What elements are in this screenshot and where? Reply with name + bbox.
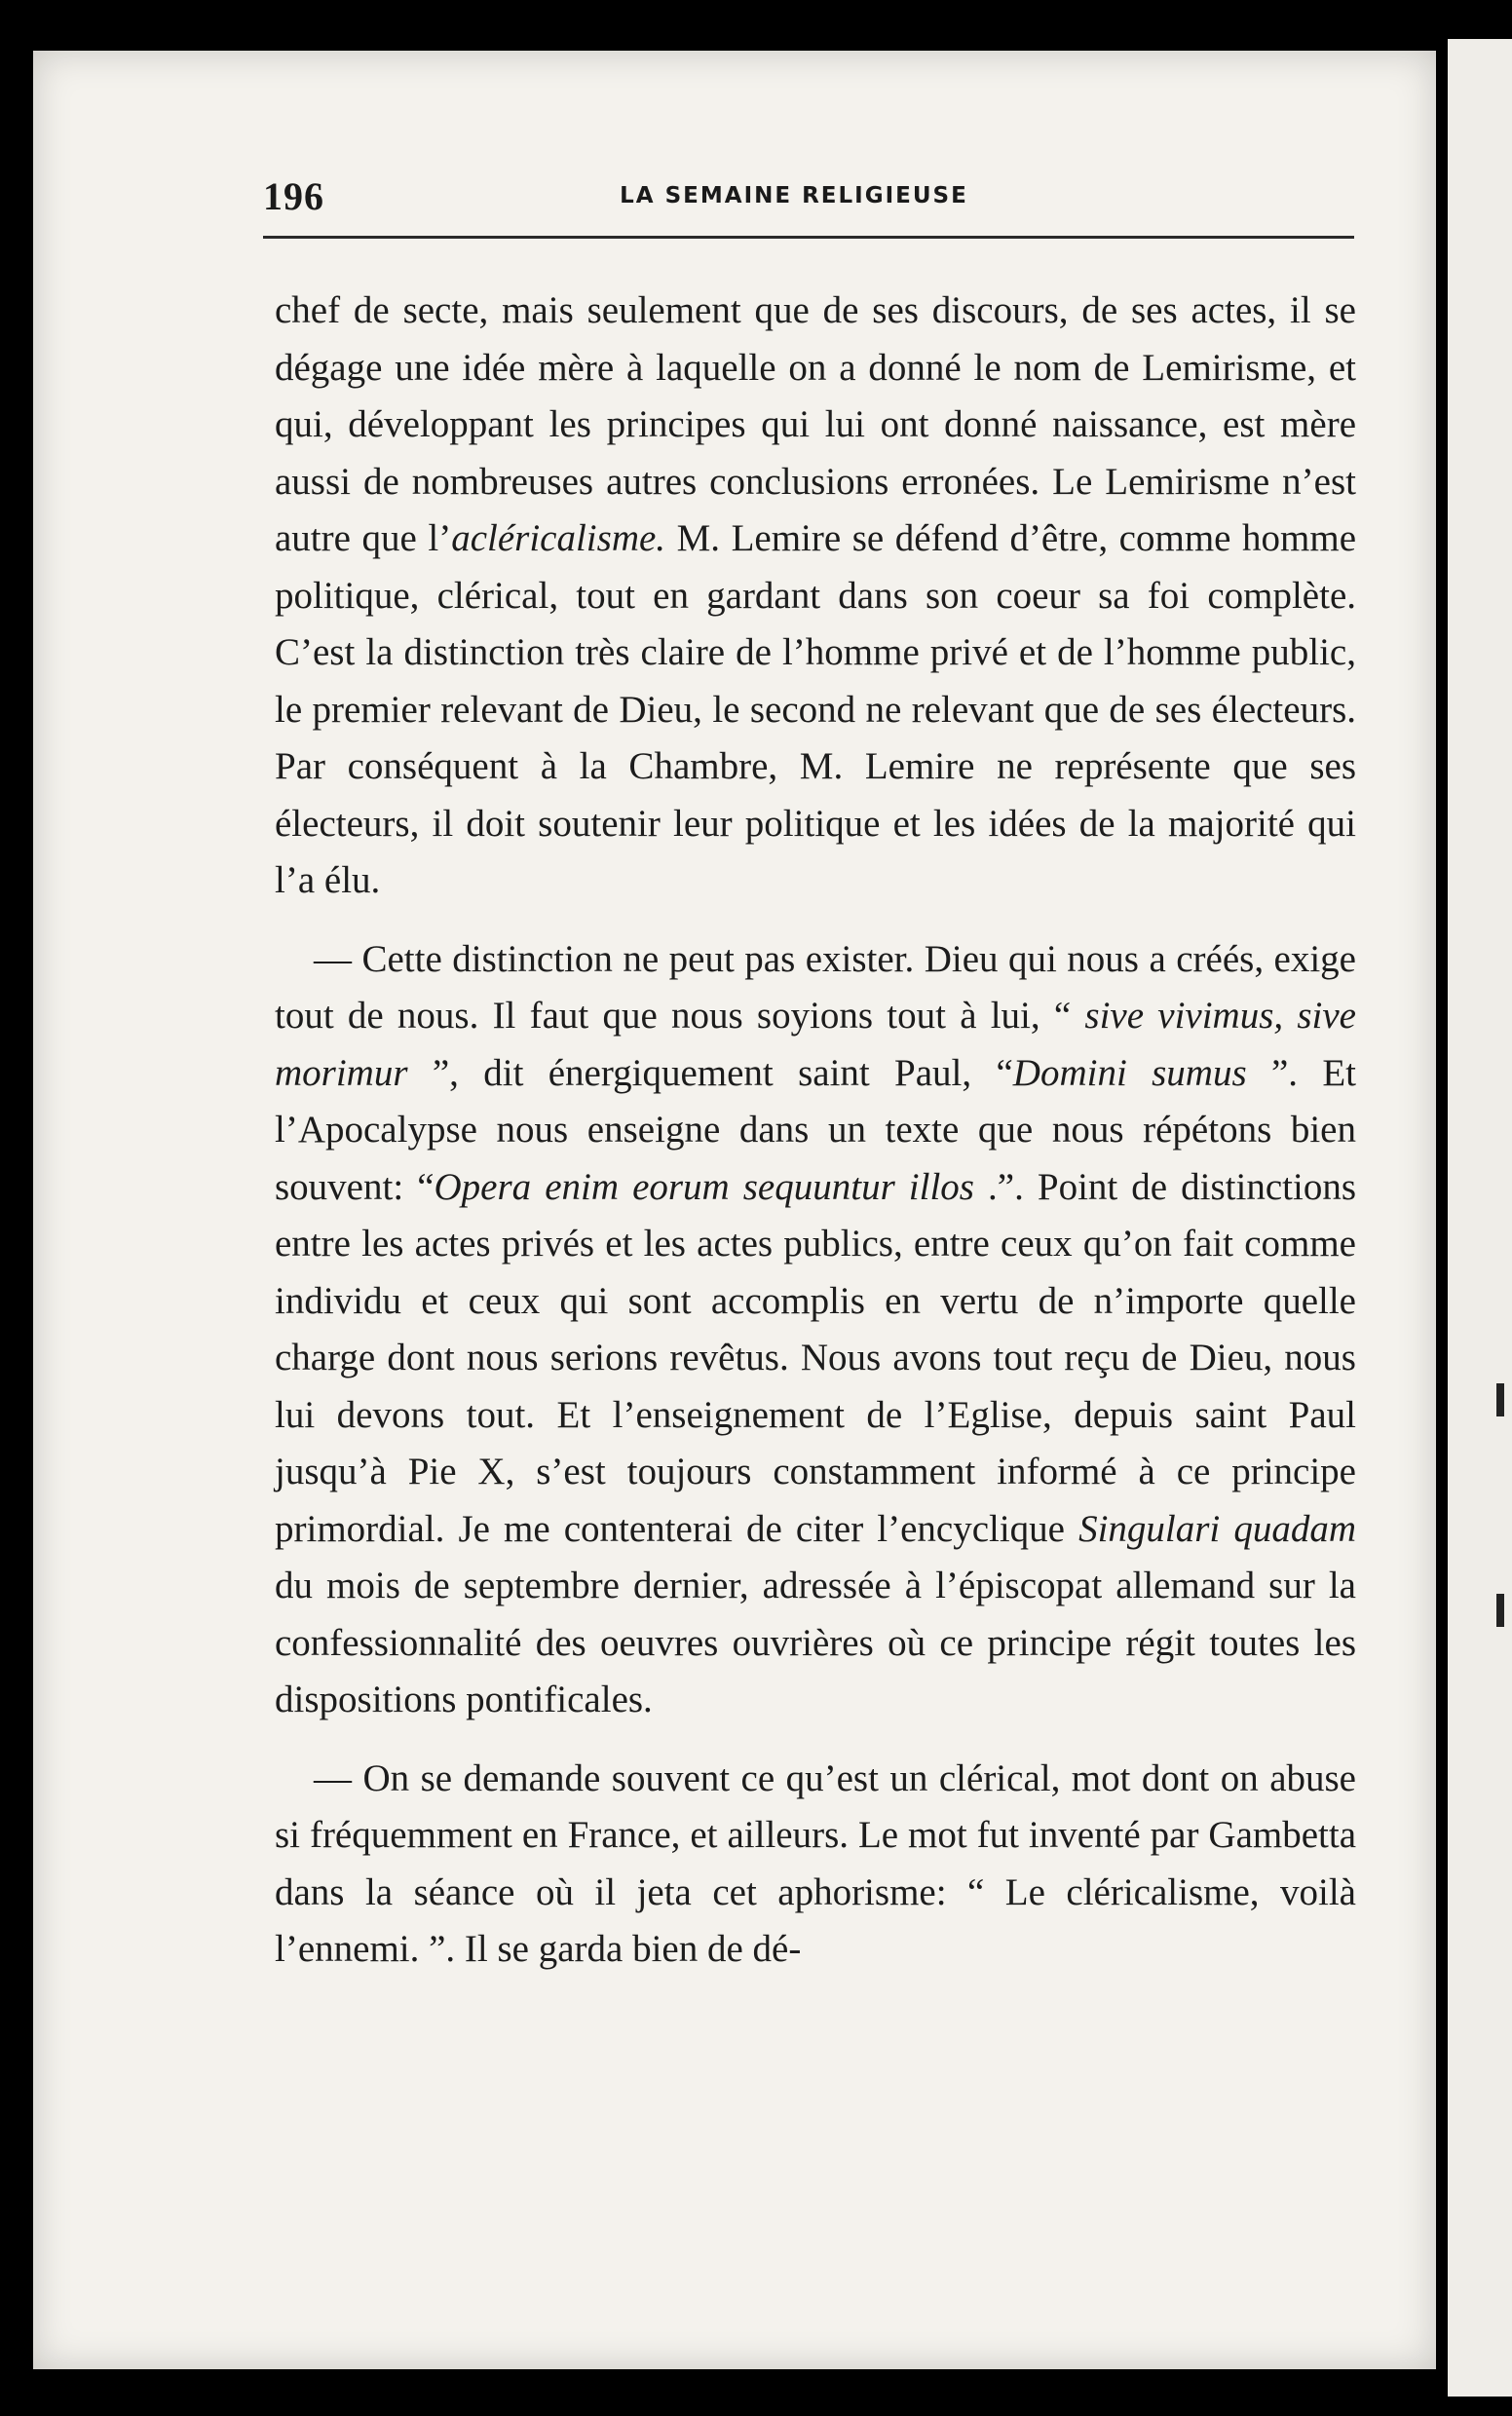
paragraph	[275, 1751, 1356, 1979]
adjacent-page-mark	[1496, 1383, 1504, 1416]
text-run: — Cette distinction ne peut pas exister. Dieu qui nous a créés, exige tout de nous. Il faut que nous soyions tout à lui, “	[275, 937, 1356, 1037]
italic-run: Opera enim eorum sequuntur illos	[434, 1165, 974, 1208]
running-head: LA SEMAINE RELIGIEUSE	[620, 183, 968, 208]
adjacent-page-mark	[1496, 1594, 1504, 1627]
body-text	[275, 283, 1356, 1979]
text-run: du mois de septembre dernier, adressée à l’épiscopat allemand sur la confessionnalité des oeuvres ouvrières où ce principe régit toutes les dispositions pontificales.	[275, 1565, 1356, 1720]
adjacent-page-edge	[1448, 39, 1512, 2397]
paragraph	[275, 283, 1356, 910]
paragraph	[275, 931, 1356, 1729]
header-rule	[263, 236, 1354, 239]
text-run: chef de secte, mais seulement que de ses discours, de ses actes, il se dégage une idée mère à laquelle on a donné le nom de Lemirisme, et qui, développant les principes qui lui ont donné naissance, est mère aussi de nombreuses autres conclusions erronées. Le Lemirisme n’est autre que l’	[275, 289, 1356, 559]
page-number: 196	[263, 174, 324, 218]
italic-run: sive vivimus, sive morimur	[275, 995, 1356, 1094]
text-run: — On se demande souvent ce qu’est un clérical, mot dont on abuse si fréquemment en France, et ailleurs. Le mot fut inventé par Gambetta dans la séance où il jeta cet aphorisme: “ Le cléricalisme, voilà l’ennemi. ”. Il se garda bien de dé-	[275, 1756, 1356, 1970]
text-run: ”. Et l’Apocalypse nous enseigne dans un texte que nous répétons bien souvent: “	[275, 1051, 1356, 1208]
text-run: ”, dit énergiquement saint Paul, “	[407, 1051, 1013, 1094]
italic-run: acléricalisme.	[451, 517, 666, 559]
italic-run: Singulari quadam	[1078, 1507, 1356, 1550]
page-header	[228, 173, 1360, 232]
italic-run: Domini sumus	[1012, 1051, 1247, 1094]
text-run: M. Lemire se défend d’être, comme homme politique, clérical, tout en gardant dans son coeur sa foi complète. C’est la distinction très claire de l’homme privé et de l’homme public, le premier relevant de Dieu, le second ne relevant que de ses électeurs. Par conséquent à la Chambre, M. Lemire ne représente que ses électeurs, il doit soutenir leur politique et les idées de la majorité qui l’a élu.	[275, 517, 1356, 901]
text-run: .”. Point de distinctions entre les actes privés et les actes publics, entre ceux qu’on fait comme individu et ceux qui sont accomplis en vertu de n’importe quelle charge dont nous serions revêtus. Nous avons tout reçu de Dieu, nous lui devons tout. Et l’enseignement de l’Eglise, depuis saint Paul jusqu’à Pie X, s’est toujours constamment informé à ce principe primordial. Je me contenterai de citer l’encyclique	[275, 1165, 1356, 1550]
